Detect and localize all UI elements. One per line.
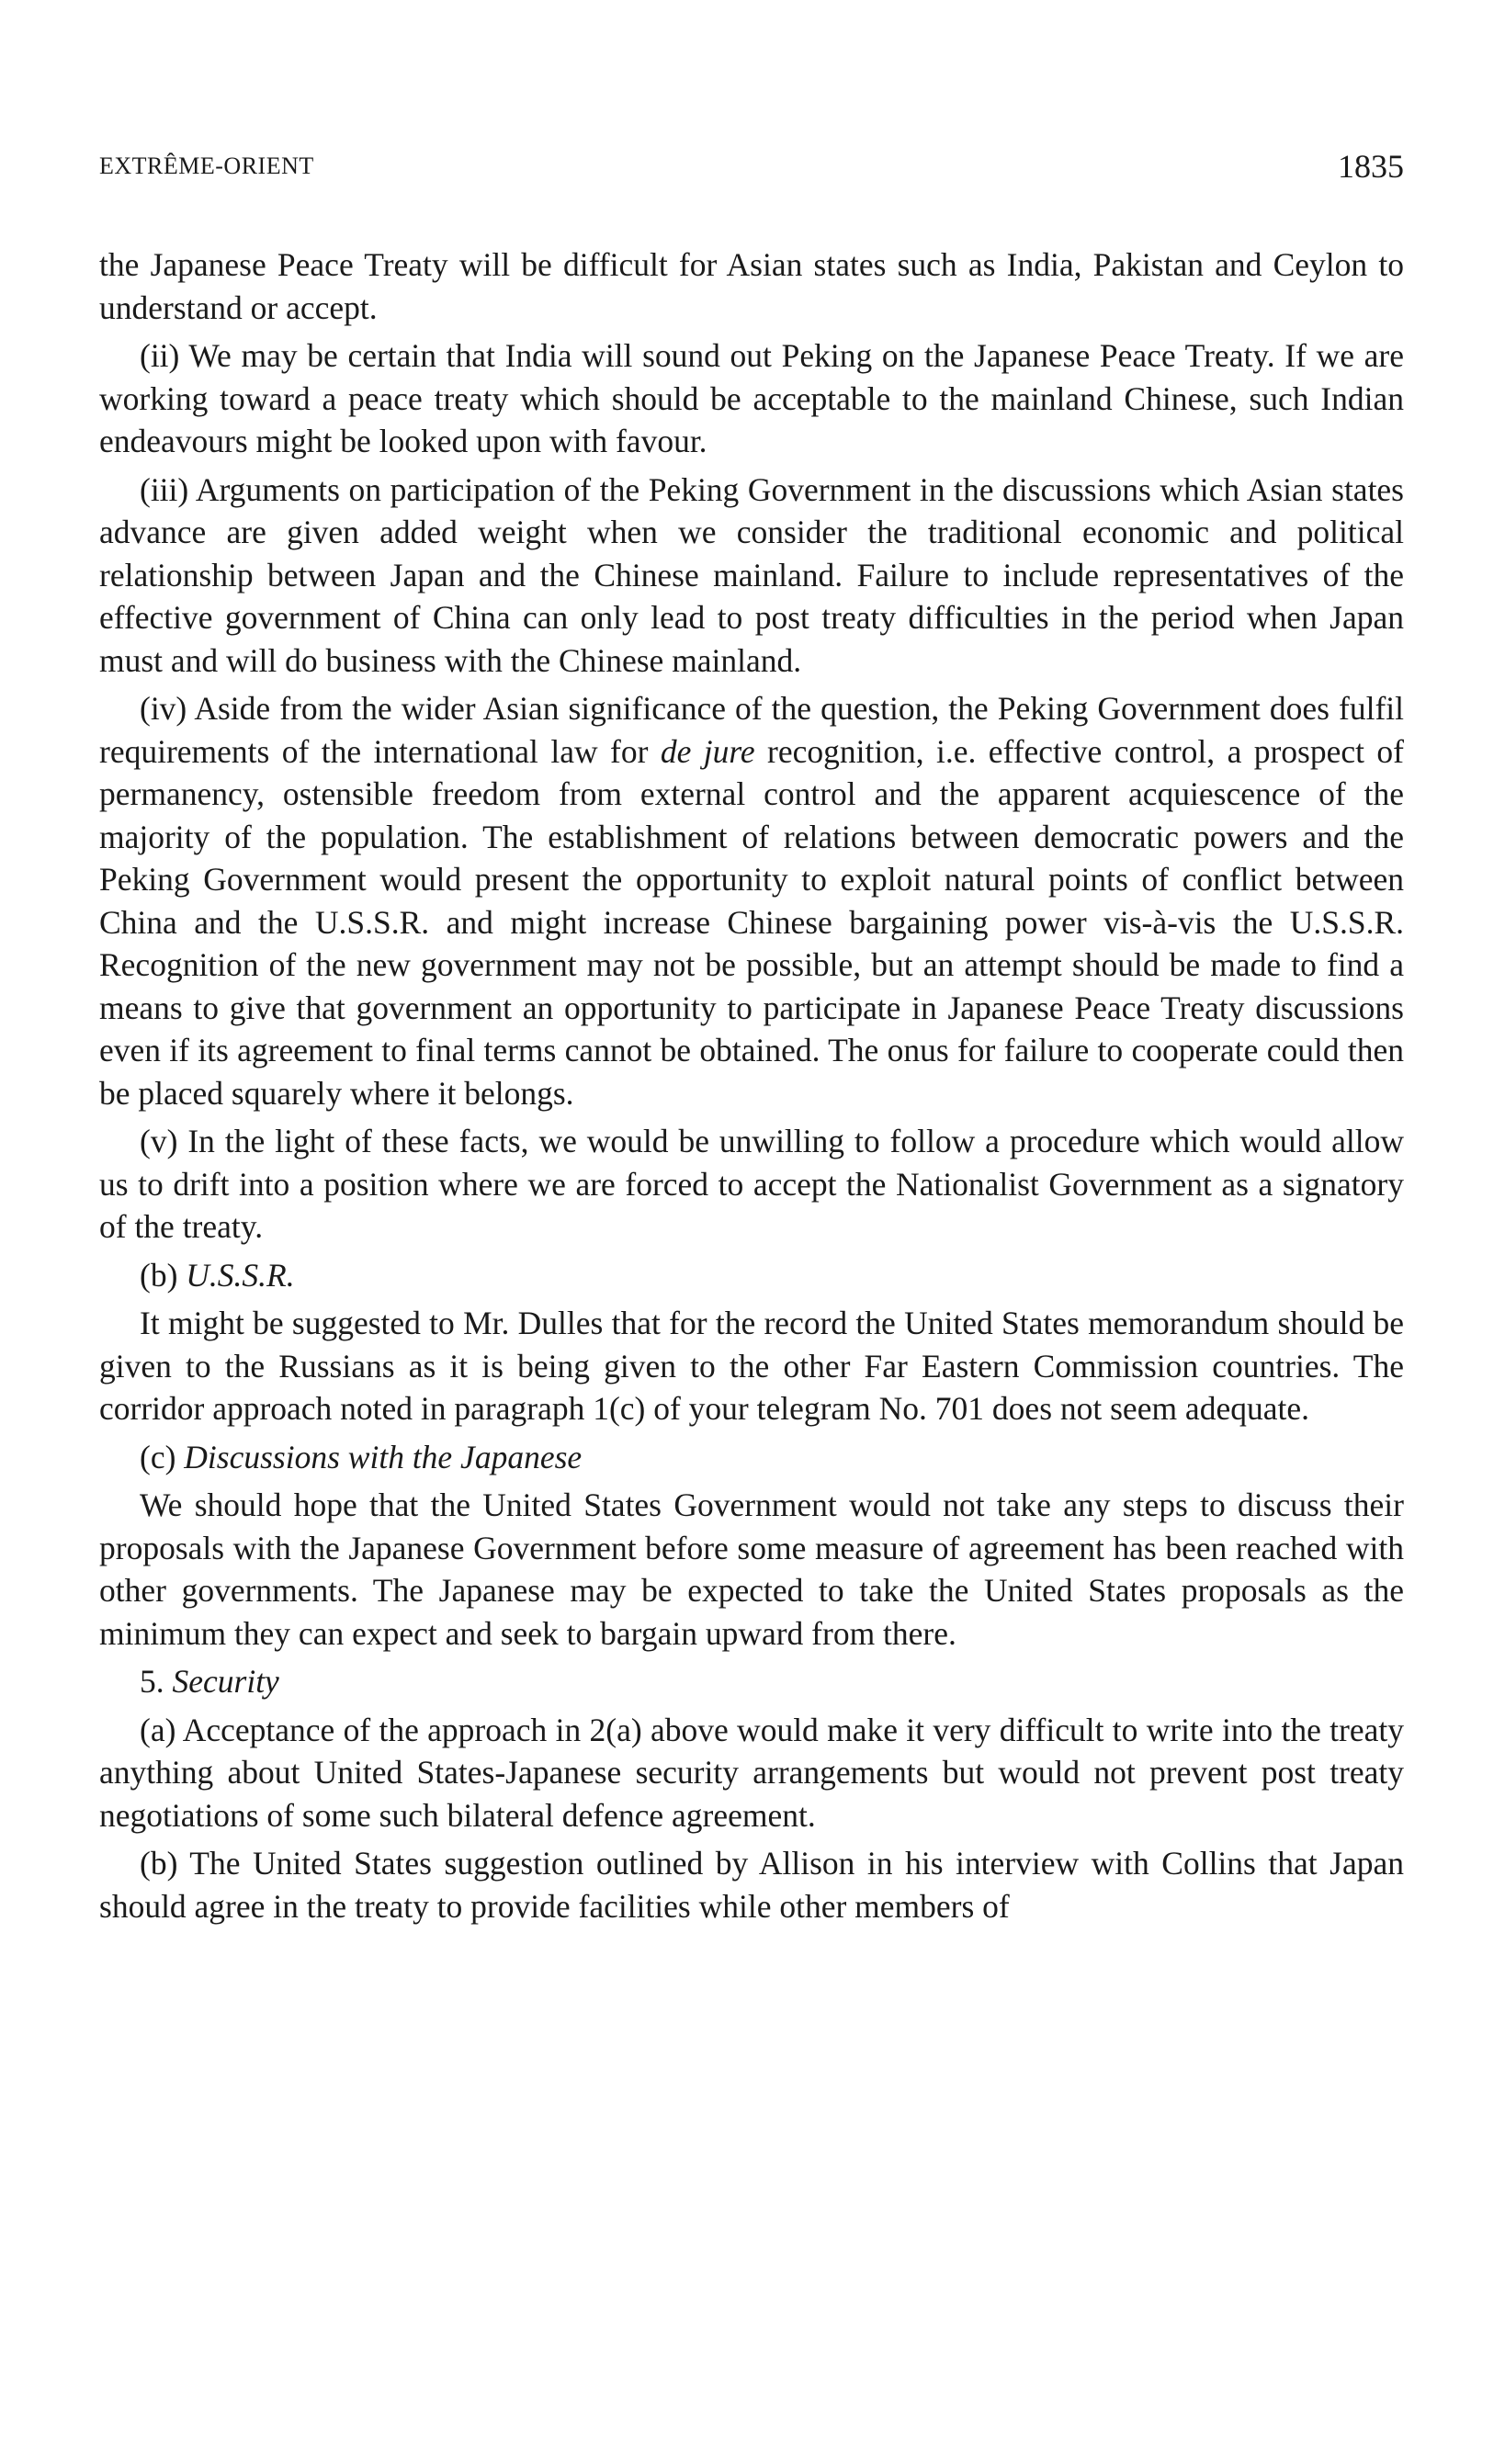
paragraph-security-a: (a) Acceptance of the approach in 2(a) above would make it very difficult to write into the treaty anything about United States-Japanese security arrangements but would not prevent post treaty negotiations of some such bilateral defence agreement. <box>99 1711 1404 1834</box>
paragraph-iv-text-1: (iv) Aside from the wider Asian significance of the question, the Peking Government does fulfil requirements of the international law for <box>99 690 1404 770</box>
body-text <box>99 243 1404 1927</box>
heading-5-title: Security <box>172 1663 279 1700</box>
paragraph-security-b: (b) The United States suggestion outlined by Allison in his interview with Collins that Japan should agree in the treaty to provide facilities while other members of <box>99 1845 1404 1925</box>
heading-5-label: 5. <box>140 1663 173 1700</box>
running-head <box>99 147 1404 193</box>
running-title: EXTRÊME-ORIENT <box>99 153 314 179</box>
page-number: 1835 <box>1338 148 1404 185</box>
heading-c-title: Discussions with the Japanese <box>184 1438 583 1475</box>
paragraph-iv <box>99 687 1404 1114</box>
paragraph-ii: (ii) We may be certain that India will sound out Peking on the Japanese Peace Treaty. If we are working toward a peace treaty which should be acceptable to the mainland Chinese, such Indian endeavours might be looked upon with favour. <box>99 337 1404 459</box>
paragraph-iv-text-2: recognition, i.e. effective control, a prospect of permanency, ostensible freedom from external control and the apparent acquiescence of the majority of the population. The establishment of relations between democratic powers and the Peking Government would present the opportunity to exploit natural points of conflict between China and the U.S.S.R. and might increase Chinese bargaining power vis-à-vis the U.S.S.R. Recognition of the new government may not be possible, but an attempt should be made to find a means to give that government an opportunity to participate in Japanese Peace Treaty discussions even if its agreement to final terms cannot be obtained. The onus for failure to cooperate could then be placed squarely where it belongs. <box>99 732 1404 1112</box>
heading-5-security <box>99 1660 1404 1703</box>
paragraph-discussions: We should hope that the United States Government would not take any steps to discuss their proposals with the Japanese Government before some measure of agreement has been reached with other governments. The Japanese may be expected to take the United States proposals as the minimum they can expect and seek to bargain upward from there. <box>99 1486 1404 1652</box>
paragraph-ussr: It might be suggested to Mr. Dulles that for the record the United States memorandum should be given to the Russians as it is being given to the other Far Eastern Commission countries. The corridor approach noted in paragraph 1(c) of your telegram No. 701 does not seem adequate. <box>99 1305 1404 1427</box>
paragraph-iv-italic: de jure <box>660 732 755 770</box>
heading-c-label: (c) <box>140 1438 185 1475</box>
heading-b-ussr <box>99 1254 1404 1297</box>
heading-c-discussions <box>99 1436 1404 1479</box>
paragraph-continuation: the Japanese Peace Treaty will be difficult for Asian states such as India, Pakistan and Ceylon to understand or accept. <box>99 246 1404 326</box>
heading-b-title: U.S.S.R. <box>186 1256 295 1294</box>
heading-b-label: (b) <box>140 1256 187 1294</box>
paragraph-v: (v) In the light of these facts, we would be unwilling to follow a procedure which would allow us to drift into a position where we are forced to accept the Nationalist Government as a signatory of the treaty. <box>99 1123 1404 1245</box>
paragraph-iii: (iii) Arguments on participation of the Peking Government in the discussions which Asian states advance are given added weight when we consider the traditional economic and political relationship between Japan and the Chinese mainland. Failure to include representatives of the effective government of China can only lead to post treaty difficulties in the period when Japan must and will do business with the Chinese mainland. <box>99 470 1404 679</box>
